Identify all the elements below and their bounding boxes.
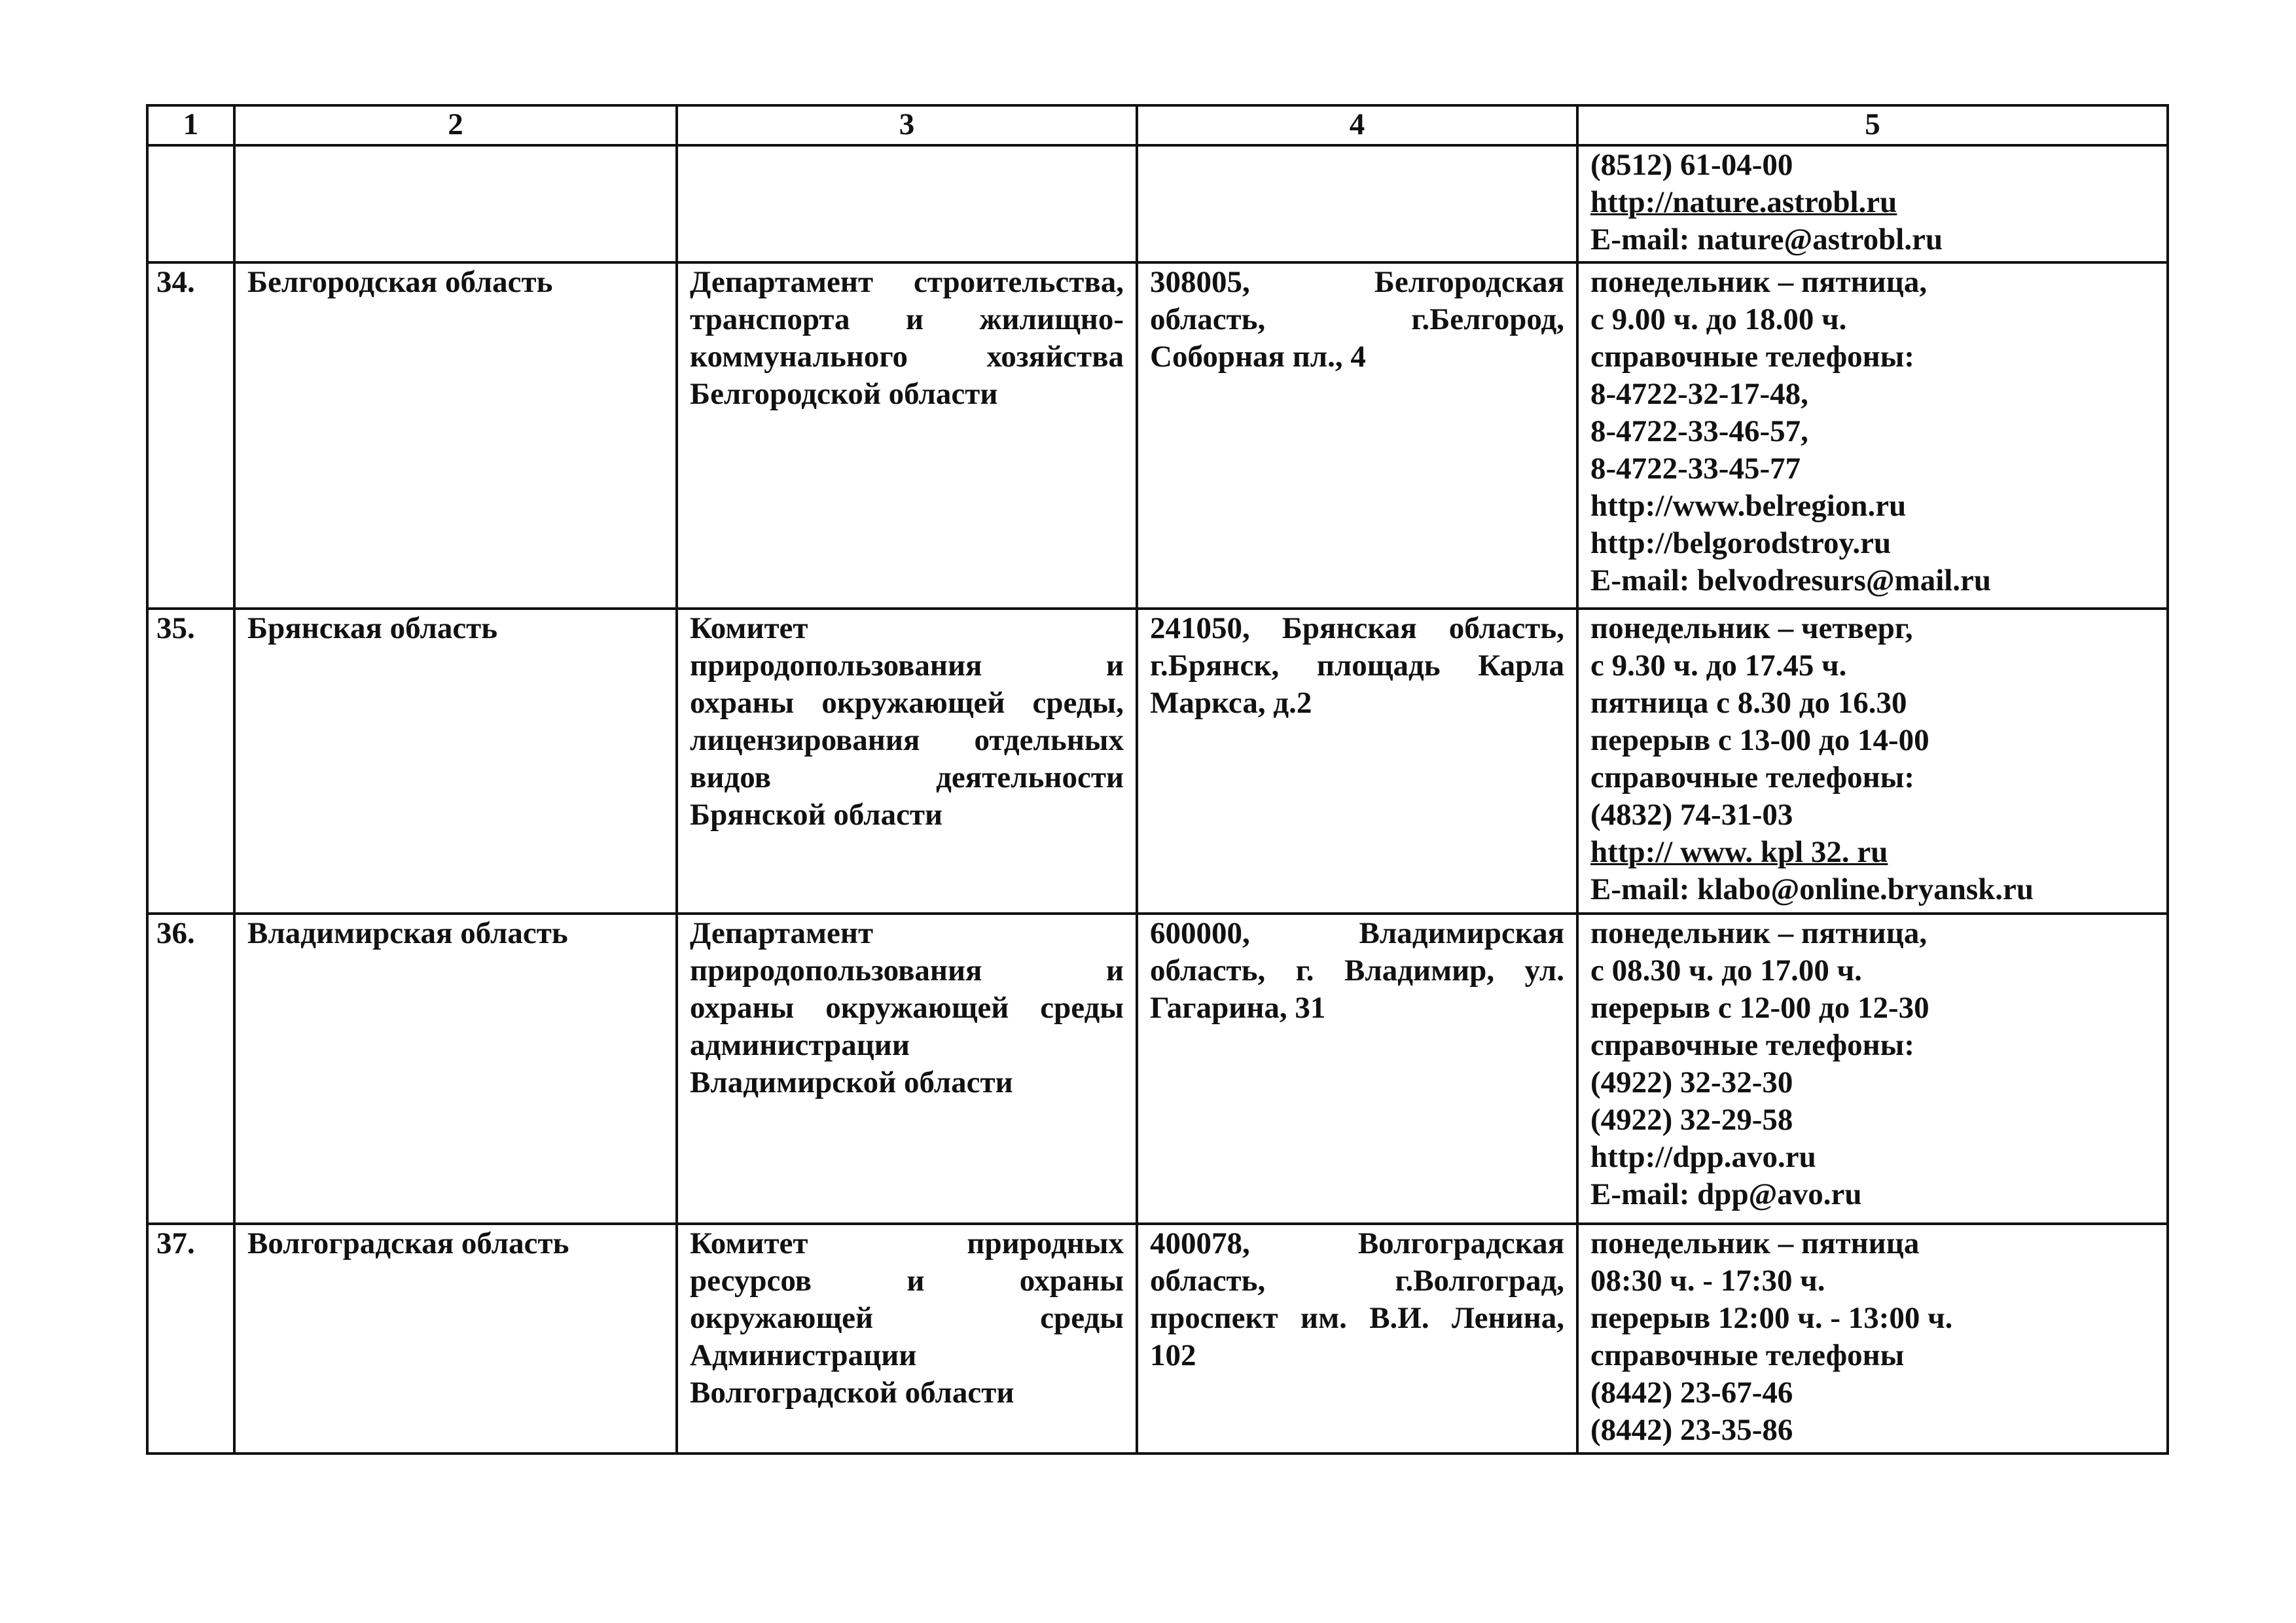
- website-link: http:// www. kpl 32. ru: [1590, 835, 1888, 869]
- contact-line: справочные телефоны: [1590, 1338, 1905, 1372]
- contact-line: с 9.00 ч. до 18.00 ч.: [1590, 302, 1847, 336]
- authority-cell: [677, 609, 1137, 914]
- authority-line: Комитет: [690, 611, 808, 645]
- address-line: 308005, Белгородская: [1150, 265, 1564, 299]
- contacts-cell: [1577, 262, 2168, 609]
- website-link: http://belgorodstroy.ru: [1590, 526, 1892, 560]
- address-line: проспект им. В.И. Ленина,: [1150, 1301, 1564, 1335]
- regional-contacts-table: [146, 104, 2169, 1455]
- row-number-cell: 34.: [147, 262, 234, 609]
- contact-line: понедельник – пятница,: [1590, 916, 1928, 950]
- column-header-5: 5: [1577, 105, 2168, 145]
- address-line: Гагарина, 31: [1150, 991, 1326, 1025]
- authority-cell: [677, 145, 1137, 262]
- website-link: http://nature.astrobl.ru: [1590, 185, 1897, 219]
- authority-line: транспорта и жилищно-: [690, 302, 1124, 336]
- row-number-cell: 36.: [147, 914, 234, 1224]
- column-header-1: 1: [147, 105, 234, 145]
- contacts-cell: [1577, 609, 2168, 914]
- email-line: E-mail: klabo@online.bryansk.ru: [1590, 872, 2034, 906]
- table-row: [147, 262, 2168, 609]
- contacts-cell: [1577, 914, 2168, 1224]
- authority-line: видов деятельности: [690, 760, 1124, 794]
- address-line: 400078, Волгоградская: [1150, 1226, 1564, 1260]
- address-line: Соборная пл., 4: [1150, 340, 1366, 374]
- authority-line: администрации: [690, 1028, 910, 1062]
- region-cell: Брянская область: [234, 609, 677, 914]
- email-line: E-mail: nature@astrobl.ru: [1590, 223, 1943, 257]
- authority-line: Волгоградской области: [690, 1376, 1014, 1410]
- authority-cell: [677, 914, 1137, 1224]
- authority-cell: [677, 1224, 1137, 1454]
- contact-line: понедельник – пятница,: [1590, 265, 1928, 299]
- contact-line: понедельник – четверг,: [1590, 611, 1913, 645]
- table-row: [147, 145, 2168, 262]
- contacts-cell: [1577, 145, 2168, 262]
- region-cell: Владимирская область: [234, 914, 677, 1224]
- region-cell: Белгородская область: [234, 262, 677, 609]
- authority-line: Владимирской области: [690, 1065, 1013, 1099]
- contact-line: понедельник – пятница: [1590, 1226, 1920, 1260]
- table-body: [147, 145, 2168, 1454]
- region-cell: [234, 145, 677, 262]
- contact-line: 08:30 ч. - 17:30 ч.: [1590, 1264, 1825, 1298]
- authority-cell: [677, 262, 1137, 609]
- authority-line: охраны окружающей среды,: [690, 686, 1124, 720]
- email-line: E-mail: dpp@avo.ru: [1590, 1177, 1862, 1211]
- table-header-row: [147, 105, 2168, 145]
- contact-line: (8442) 23-67-46: [1590, 1376, 1793, 1410]
- contact-line: справочные телефоны:: [1590, 1028, 1915, 1062]
- table-row: [147, 609, 2168, 914]
- table-row: [147, 1224, 2168, 1454]
- website-link: http://dpp.avo.ru: [1590, 1140, 1816, 1174]
- region-cell: Волгоградская область: [234, 1224, 677, 1454]
- address-cell: [1137, 609, 1577, 914]
- authority-line: Администрации: [690, 1338, 917, 1372]
- contact-line: перерыв 12:00 ч. - 13:00 ч.: [1590, 1301, 1953, 1335]
- contact-line: перерыв с 13-00 до 14-00: [1590, 723, 1929, 757]
- contact-line: справочные телефоны:: [1590, 760, 1915, 794]
- contact-line: (4832) 74-31-03: [1590, 798, 1793, 832]
- column-header-2: 2: [234, 105, 677, 145]
- contacts-cell: [1577, 1224, 2168, 1454]
- email-line: E-mail: belvodresurs@mail.ru: [1590, 563, 1992, 597]
- address-cell: [1137, 1224, 1577, 1454]
- row-number-cell: 35.: [147, 609, 234, 914]
- authority-line: Комитет природных: [690, 1226, 1124, 1260]
- contact-line: (4922) 32-32-30: [1590, 1065, 1793, 1099]
- address-cell: [1137, 262, 1577, 609]
- row-number-cell: [147, 145, 234, 262]
- address-line: область, г. Владимир, ул.: [1150, 954, 1564, 988]
- address-cell: [1137, 145, 1577, 262]
- address-line: область, г.Волгоград,: [1150, 1264, 1564, 1298]
- authority-line: Брянской области: [690, 798, 943, 832]
- authority-line: природопользования и: [690, 954, 1124, 988]
- authority-line: окружающей среды: [690, 1301, 1124, 1335]
- contact-line: (8512) 61-04-00: [1590, 148, 1793, 182]
- contact-line: (4922) 32-29-58: [1590, 1103, 1793, 1137]
- address-cell: [1137, 914, 1577, 1224]
- authority-line: природопользования и: [690, 649, 1124, 683]
- address-line: Маркса, д.2: [1150, 686, 1312, 720]
- authority-line: Департамент строительства,: [690, 265, 1124, 299]
- contact-line: перерыв с 12-00 до 12-30: [1590, 991, 1929, 1025]
- table-row: [147, 914, 2168, 1224]
- address-line: 241050, Брянская область,: [1150, 611, 1564, 645]
- address-line: 600000, Владимирская: [1150, 916, 1564, 950]
- contact-line: справочные телефоны:: [1590, 340, 1915, 374]
- address-line: 102: [1150, 1338, 1196, 1372]
- contact-line: 8-4722-33-45-77: [1590, 452, 1801, 486]
- authority-line: охраны окружающей среды: [690, 991, 1124, 1025]
- website-link: http://www.belregion.ru: [1590, 489, 1907, 523]
- contact-line: пятница с 8.30 до 16.30: [1590, 686, 1907, 720]
- contact-line: с 08.30 ч. до 17.00 ч.: [1590, 954, 1862, 988]
- address-line: область, г.Белгород,: [1150, 302, 1564, 336]
- authority-line: ресурсов и охраны: [690, 1264, 1124, 1298]
- contact-line: 8-4722-33-46-57,: [1590, 414, 1808, 448]
- contact-line: 8-4722-32-17-48,: [1590, 377, 1808, 411]
- contact-line: (8442) 23-35-86: [1590, 1413, 1793, 1447]
- column-header-3: 3: [677, 105, 1137, 145]
- contact-line: с 9.30 ч. до 17.45 ч.: [1590, 649, 1847, 683]
- authority-line: Департамент: [690, 916, 874, 950]
- authority-line: лицензирования отдельных: [690, 723, 1124, 757]
- column-header-4: 4: [1137, 105, 1577, 145]
- row-number-cell: 37.: [147, 1224, 234, 1454]
- address-line: г.Брянск, площадь Карла: [1150, 649, 1564, 683]
- authority-line: Белгородской области: [690, 377, 998, 411]
- authority-line: коммунального хозяйства: [690, 340, 1124, 374]
